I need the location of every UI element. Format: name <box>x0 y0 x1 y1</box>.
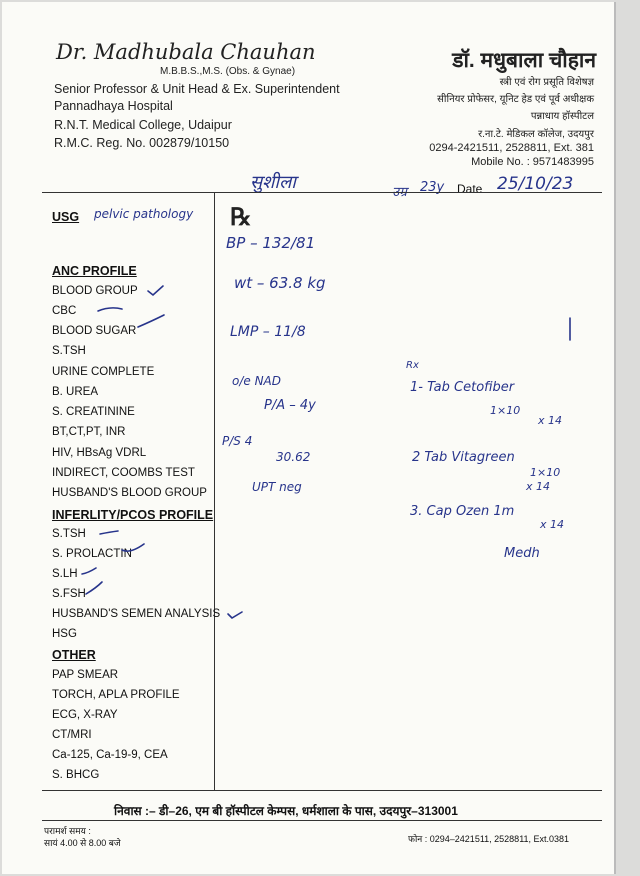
phone-header: 0294-2421511, 2528811, Ext. 381 <box>429 142 594 154</box>
designation-hi: सीनियर प्रोफेसर, यूनिट हेड एवं पूर्व अधीक्षक <box>437 94 594 105</box>
usg-label: USG <box>52 210 80 224</box>
medicine-1-frequency: x 14 <box>538 414 563 427</box>
note-pa: P/A – 4y <box>264 398 316 413</box>
medicine-1-dose: 1×10 <box>490 404 521 417</box>
list-item: TORCH, APLA PROFILE <box>52 689 180 701</box>
list-item: HUSBAND'S SEMEN ANALYSIS <box>52 608 221 620</box>
list-item: URINE COMPLETE <box>52 366 155 378</box>
note-weight: wt – 63.8 kg <box>234 274 326 292</box>
date-value: 25/10/23 <box>497 174 574 194</box>
medicine-3: 3. Cap Ozen 1m <box>410 504 515 519</box>
list-item: S.TSH <box>52 528 86 540</box>
note-lmp: LMP – 11/8 <box>230 324 306 340</box>
patient-name: सुशीला <box>250 172 296 193</box>
medicine-3-frequency: x 14 <box>540 518 565 531</box>
specialty-hi: स्त्री एवं रोग प्रसूति विशेषज्ञ <box>499 77 594 88</box>
doctor-name-hi: डॉ. मधुबाला चौहान <box>452 49 596 72</box>
list-item: ECG, X-RAY <box>52 709 118 721</box>
medicine-2: 2 Tab Vitagreen <box>412 450 515 465</box>
list-item: INDIRECT, COOMBS TEST <box>52 467 195 479</box>
tick-mark <box>148 286 163 295</box>
age-label: उम्र <box>392 185 407 200</box>
list-item: HSG <box>52 628 77 640</box>
list-item: BLOOD SUGAR <box>52 325 137 337</box>
list-item: S. PROLACTIN <box>52 548 132 560</box>
note-value: 30.62 <box>276 450 311 464</box>
infertility-profile-header: INFERLITY/PCOS PROFILE <box>52 508 214 522</box>
list-item: BT,CT,PT, INR <box>52 426 126 438</box>
hospital-hi: पन्नाधाय हॉस्पीटल <box>530 111 594 122</box>
note-oe: o/e NAD <box>232 374 282 388</box>
list-item: CBC <box>52 305 77 317</box>
tick-mark <box>228 612 242 618</box>
registration-number: R.M.C. Reg. No. 002879/10150 <box>54 136 230 150</box>
college-name: R.N.T. Medical College, Udaipur <box>54 118 232 132</box>
list-item: Ca-125, Ca-19-9, CEA <box>52 749 168 761</box>
list-item: B. UREA <box>52 386 99 398</box>
medicine-2-dose: 1×10 <box>530 466 561 479</box>
rx-mark: Rx <box>406 360 419 371</box>
list-item: S.TSH <box>52 345 86 357</box>
tick-mark <box>86 582 102 594</box>
list-item: S.LH <box>52 568 78 580</box>
usg-note: pelvic pathology <box>94 207 194 221</box>
rx-symbol: ℞ <box>230 202 252 231</box>
tick-mark <box>82 568 96 574</box>
doctor-degrees: M.B.B.S.,M.S. (Obs. & Gynae) <box>160 66 296 77</box>
tick-mark <box>122 544 144 551</box>
consultation-time: सायं 4.00 से 8.00 बजे <box>44 838 121 848</box>
mobile-header: Mobile No. : 9571483995 <box>471 156 594 168</box>
tick-mark <box>100 531 118 534</box>
list-item: PAP SMEAR <box>52 669 119 681</box>
list-item: S. BHCG <box>52 769 100 781</box>
doctor-designation: Senior Professor & Unit Head & Ex. Superintendent <box>54 82 340 96</box>
tick-mark <box>98 308 122 311</box>
prescription-page <box>2 2 614 874</box>
handwritten-tick-marks <box>2 2 614 874</box>
list-item: HUSBAND'S BLOOD GROUP <box>52 487 207 499</box>
age-value: 23y <box>420 180 445 195</box>
list-item: HIV, HBsAg VDRL <box>52 447 147 459</box>
college-hi: र.ना.टे. मेडिकल कॉलेज, उदयपुर <box>478 129 594 140</box>
note-upt: UPT neg <box>252 480 302 494</box>
medicine-1: 1- Tab Cetofiber <box>410 380 515 395</box>
date-label: Date <box>457 182 483 196</box>
list-item: S. CREATININE <box>52 406 135 418</box>
anc-profile-header: ANC PROFILE <box>52 264 137 278</box>
list-item: BLOOD GROUP <box>52 285 138 297</box>
note-ps: P/S 4 <box>222 434 253 448</box>
hospital-name: Pannadhaya Hospital <box>54 99 173 113</box>
tick-mark <box>138 315 164 327</box>
consultation-time-label: परामर्श समय : <box>44 826 91 836</box>
doctor-name-en: Dr. Madhubala Chauhan <box>56 40 316 64</box>
medicine-2-frequency: x 14 <box>526 480 551 493</box>
medicine-4: Medh <box>504 546 540 561</box>
list-item: CT/MRI <box>52 729 92 741</box>
clinic-address: निवास :– डी–26, एम बी हॉस्पीटल केम्पस, धर्मशाला के पास, उदयपुर–313001 <box>114 804 458 818</box>
footer-phone: फोन : 0294–2421511, 2528811, Ext.0381 <box>408 834 570 844</box>
other-header: OTHER <box>52 648 96 662</box>
note-bp: BP – 132/81 <box>226 234 316 252</box>
list-item: S.FSH <box>52 588 86 600</box>
